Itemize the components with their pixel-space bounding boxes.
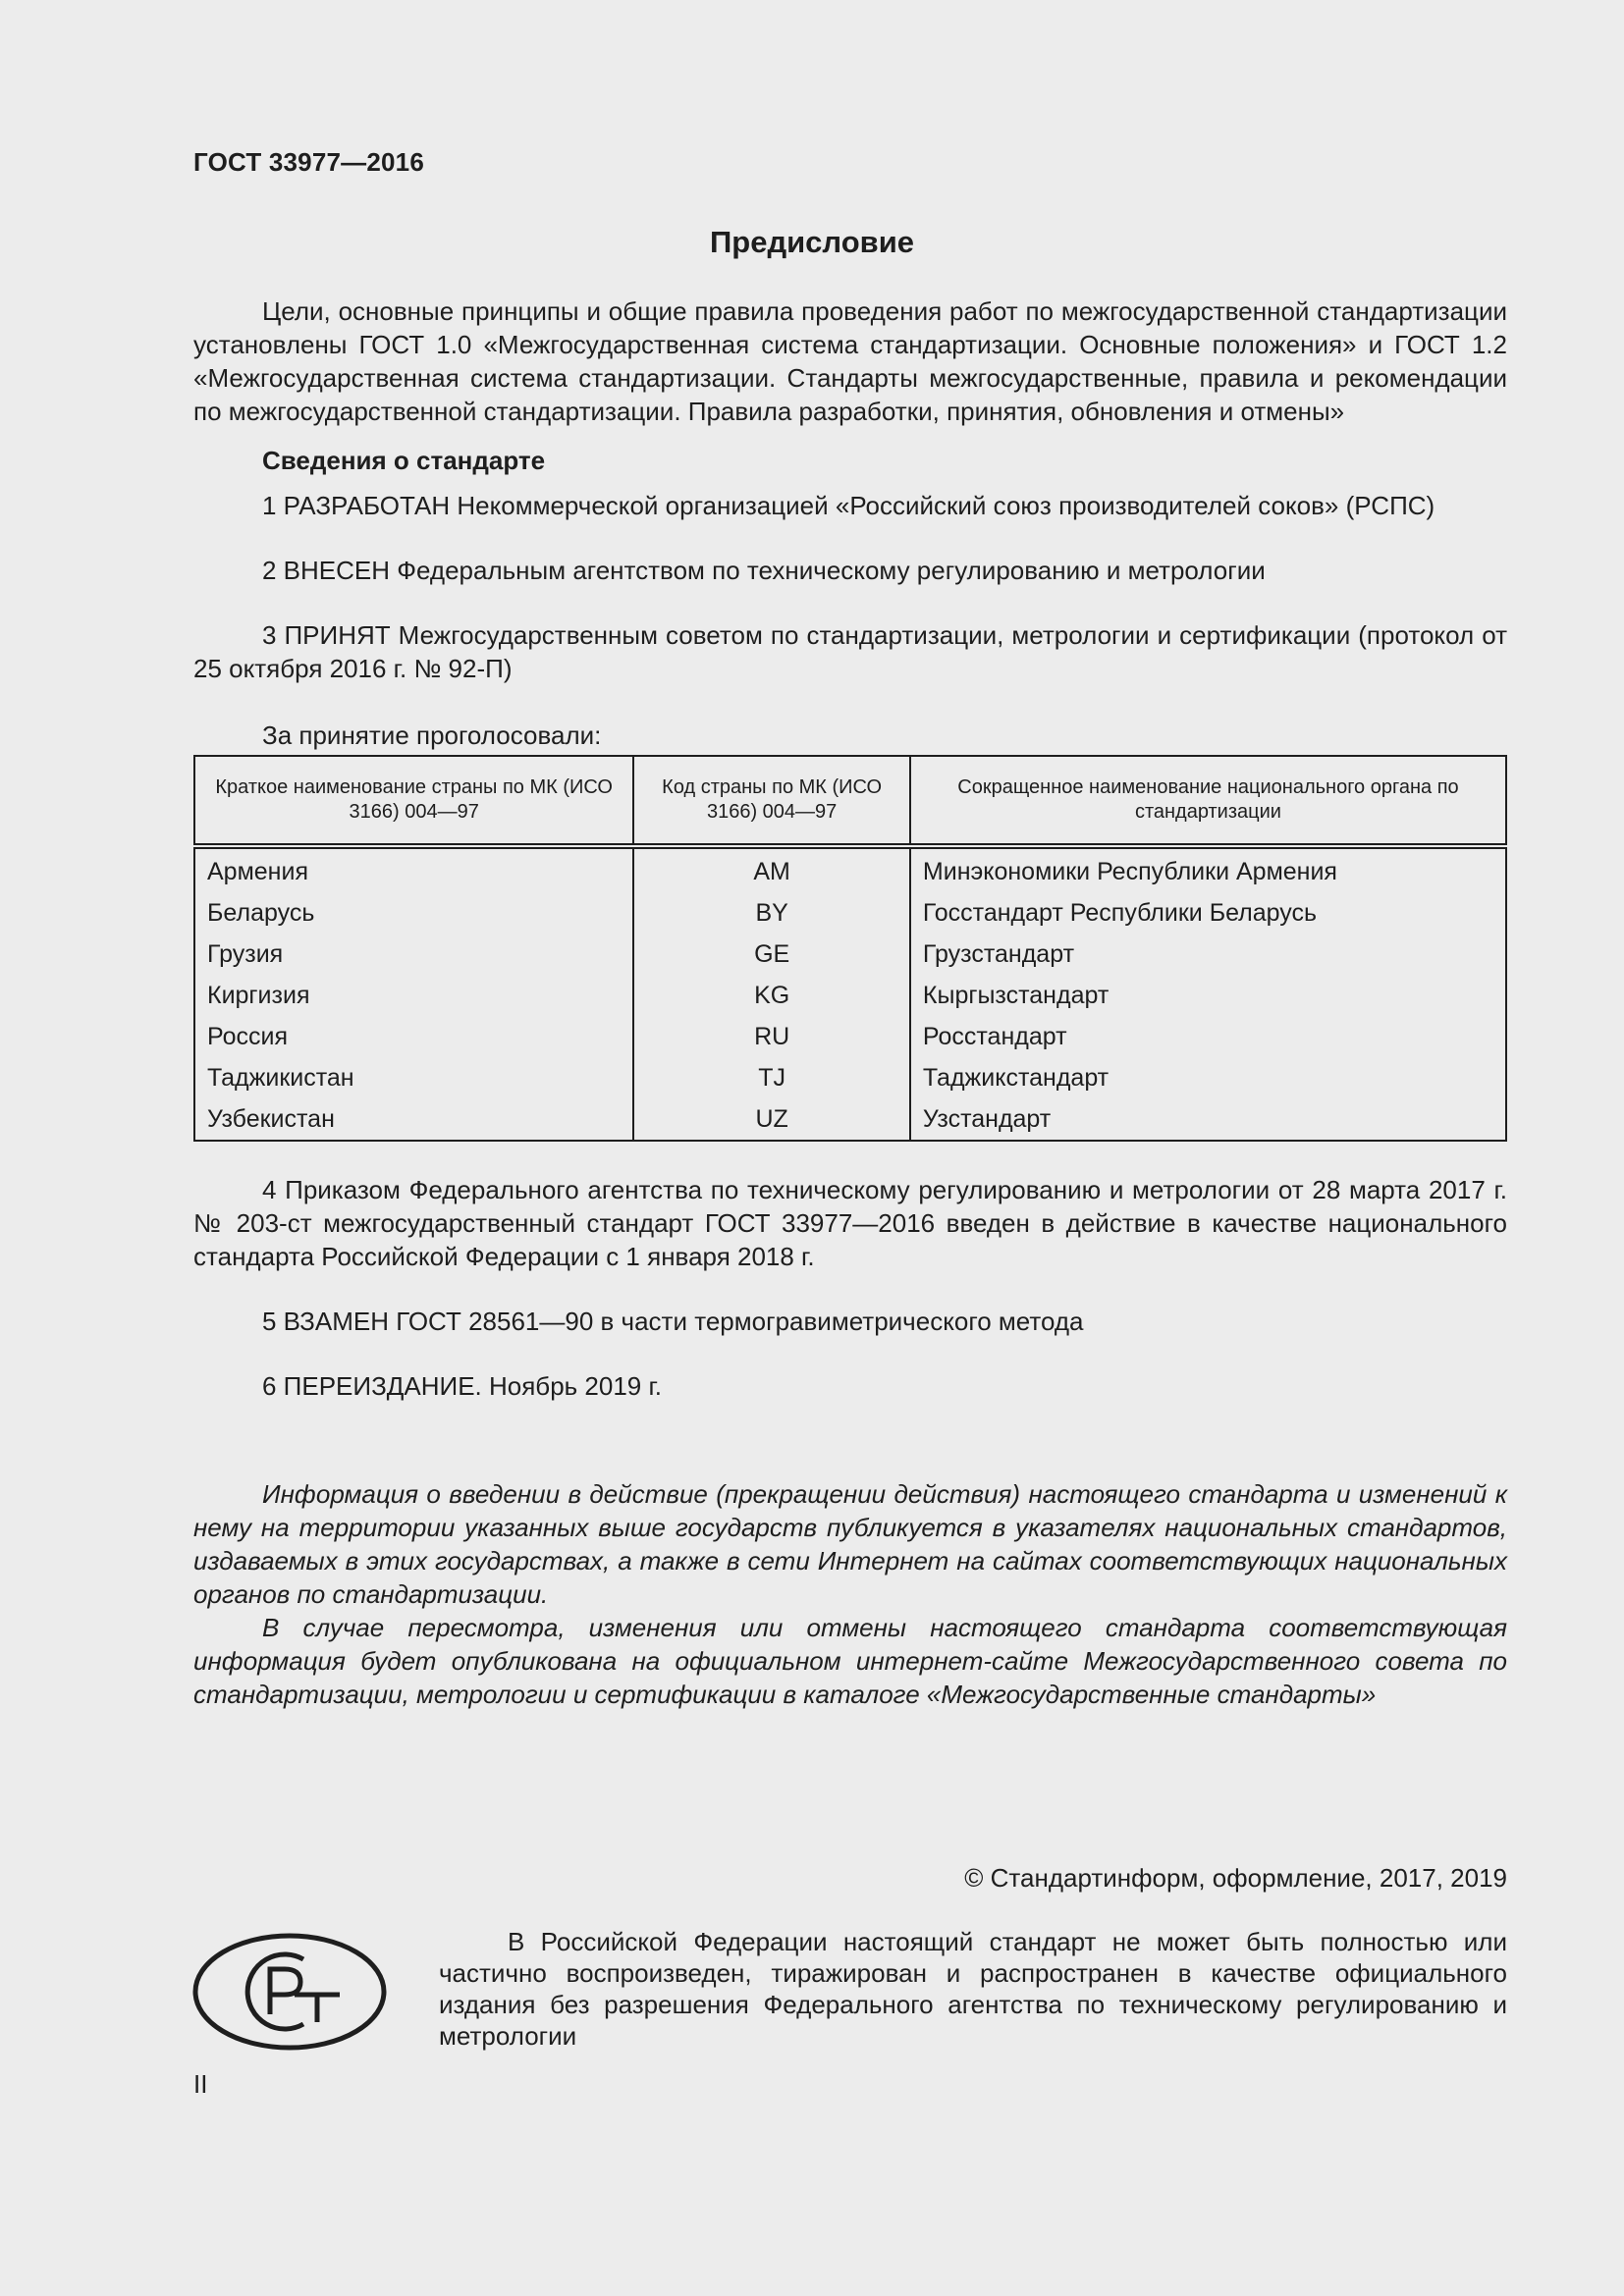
document-code: ГОСТ 33977—2016 [193, 147, 424, 177]
table-row [194, 1057, 1506, 1098]
voted-label: За принятие проголосовали: [262, 721, 602, 750]
standards-body: Кыргызстандарт [910, 975, 1506, 1016]
country-code: BY [633, 892, 910, 934]
item-2: 2 ВНЕСЕН Федеральным агентством по техническому регулированию и метрологии [262, 556, 1266, 585]
header-country-name: Краткое наименование страны по МК (ИСО 3166) 004—97 [194, 756, 633, 846]
reproduction-notice: В Российской Федерации настоящий стандарт не может быть полностью или частично воспроизведен, тиражирован и распространен в качестве официального издания без разрешения Федерального агентства по техническому регулированию и метрологии [439, 1927, 1507, 2051]
country-name: Армения [194, 846, 633, 892]
country-name: Россия [194, 1016, 633, 1057]
country-code: UZ [633, 1098, 910, 1141]
header-country-code: Код страны по МК (ИСО 3166) 004—97 [633, 756, 910, 846]
country-name: Таджикистан [194, 1057, 633, 1098]
country-name: Беларусь [194, 892, 633, 934]
table-row [194, 1016, 1506, 1057]
country-code: TJ [633, 1057, 910, 1098]
rst-logo [192, 1932, 389, 2052]
country-code: KG [633, 975, 910, 1016]
table-row [194, 934, 1506, 975]
table-row [194, 892, 1506, 934]
item-6: 6 ПЕРЕИЗДАНИЕ. Ноябрь 2019 г. [262, 1371, 663, 1401]
item-4: 4 Приказом Федерального агентства по техническому регулированию и метрологии от 28 марта 2017 г. № 203-ст межгосударственный стандарт ГОСТ 33977—2016 введен в действие в качестве национального стандарта Российской Федерации с 1 января 2018 г. [193, 1175, 1507, 1271]
table-row [194, 846, 1506, 892]
standards-body: Узстандарт [910, 1098, 1506, 1141]
table-row [194, 975, 1506, 1016]
page-title: Предисловие [709, 225, 914, 259]
item-3: 3 ПРИНЯТ Межгосударственным советом по стандартизации, метрологии и сертификации (протокол от 25 октября 2016 г. № 92-П) [193, 620, 1507, 683]
country-name: Грузия [194, 934, 633, 975]
standards-body: Росстандарт [910, 1016, 1506, 1057]
country-code: RU [633, 1016, 910, 1057]
rst-mark-icon [192, 1932, 389, 2052]
header-standards-body: Сокращенное наименование национального органа по стандартизации [910, 756, 1506, 846]
item-1: 1 РАЗРАБОТАН Некоммерческой организацией «Российский союз производителей соков» (РСПС) [262, 491, 1435, 520]
standards-body: Минэкономики Республики Армения [910, 846, 1506, 892]
section-heading: Сведения о стандарте [262, 446, 546, 475]
country-code: GE [633, 934, 910, 975]
intro-paragraph: Цели, основные принципы и общие правила проведения работ по межгосударственной стандартизации установлены ГОСТ 1.0 «Межгосударственная система стандартизации. Основные положения» и ГОСТ 1.2 «Межгосударственная система стандартизации. Стандарты межгосударственные, правила и рекомендации по межгосударственной стандартизации. Правила разработки, принятия, обновления и отмены» [193, 296, 1507, 426]
voting-countries-table [193, 755, 1507, 1142]
standards-body: Таджикстандарт [910, 1057, 1506, 1098]
notice-paragraph-2: В случае пересмотра, изменения или отмены настоящего стандарта соответствующая информация будет опубликована на официальном интернет-сайте Межгосударственного совета по стандартизации, метрологии и сертификации в каталоге «Межгосударственные стандарты» [193, 1613, 1507, 1709]
table-header-row [194, 756, 1506, 846]
copyright-line: © Стандартинформ, оформление, 2017, 2019 [964, 1863, 1507, 1893]
page-number: II [193, 2069, 208, 2099]
standards-body: Грузстандарт [910, 934, 1506, 975]
country-name: Киргизия [194, 975, 633, 1016]
preface-body [193, 294, 1507, 1711]
item-5: 5 ВЗАМЕН ГОСТ 28561—90 в части термогравиметрического метода [262, 1307, 1084, 1336]
standards-body: Госстандарт Республики Беларусь [910, 892, 1506, 934]
table-row [194, 1098, 1506, 1141]
country-code: AM [633, 846, 910, 892]
country-name: Узбекистан [194, 1098, 633, 1141]
notice-paragraph-1: Информация о введении в действие (прекращении действия) настоящего стандарта и изменений к нему на территории указанных выше государств публикуется в указателях национальных стандартов, издаваемых в этих государствах, а также в сети Интернет на сайтах соответствующих национальных органов по стандартизации. [193, 1479, 1507, 1609]
